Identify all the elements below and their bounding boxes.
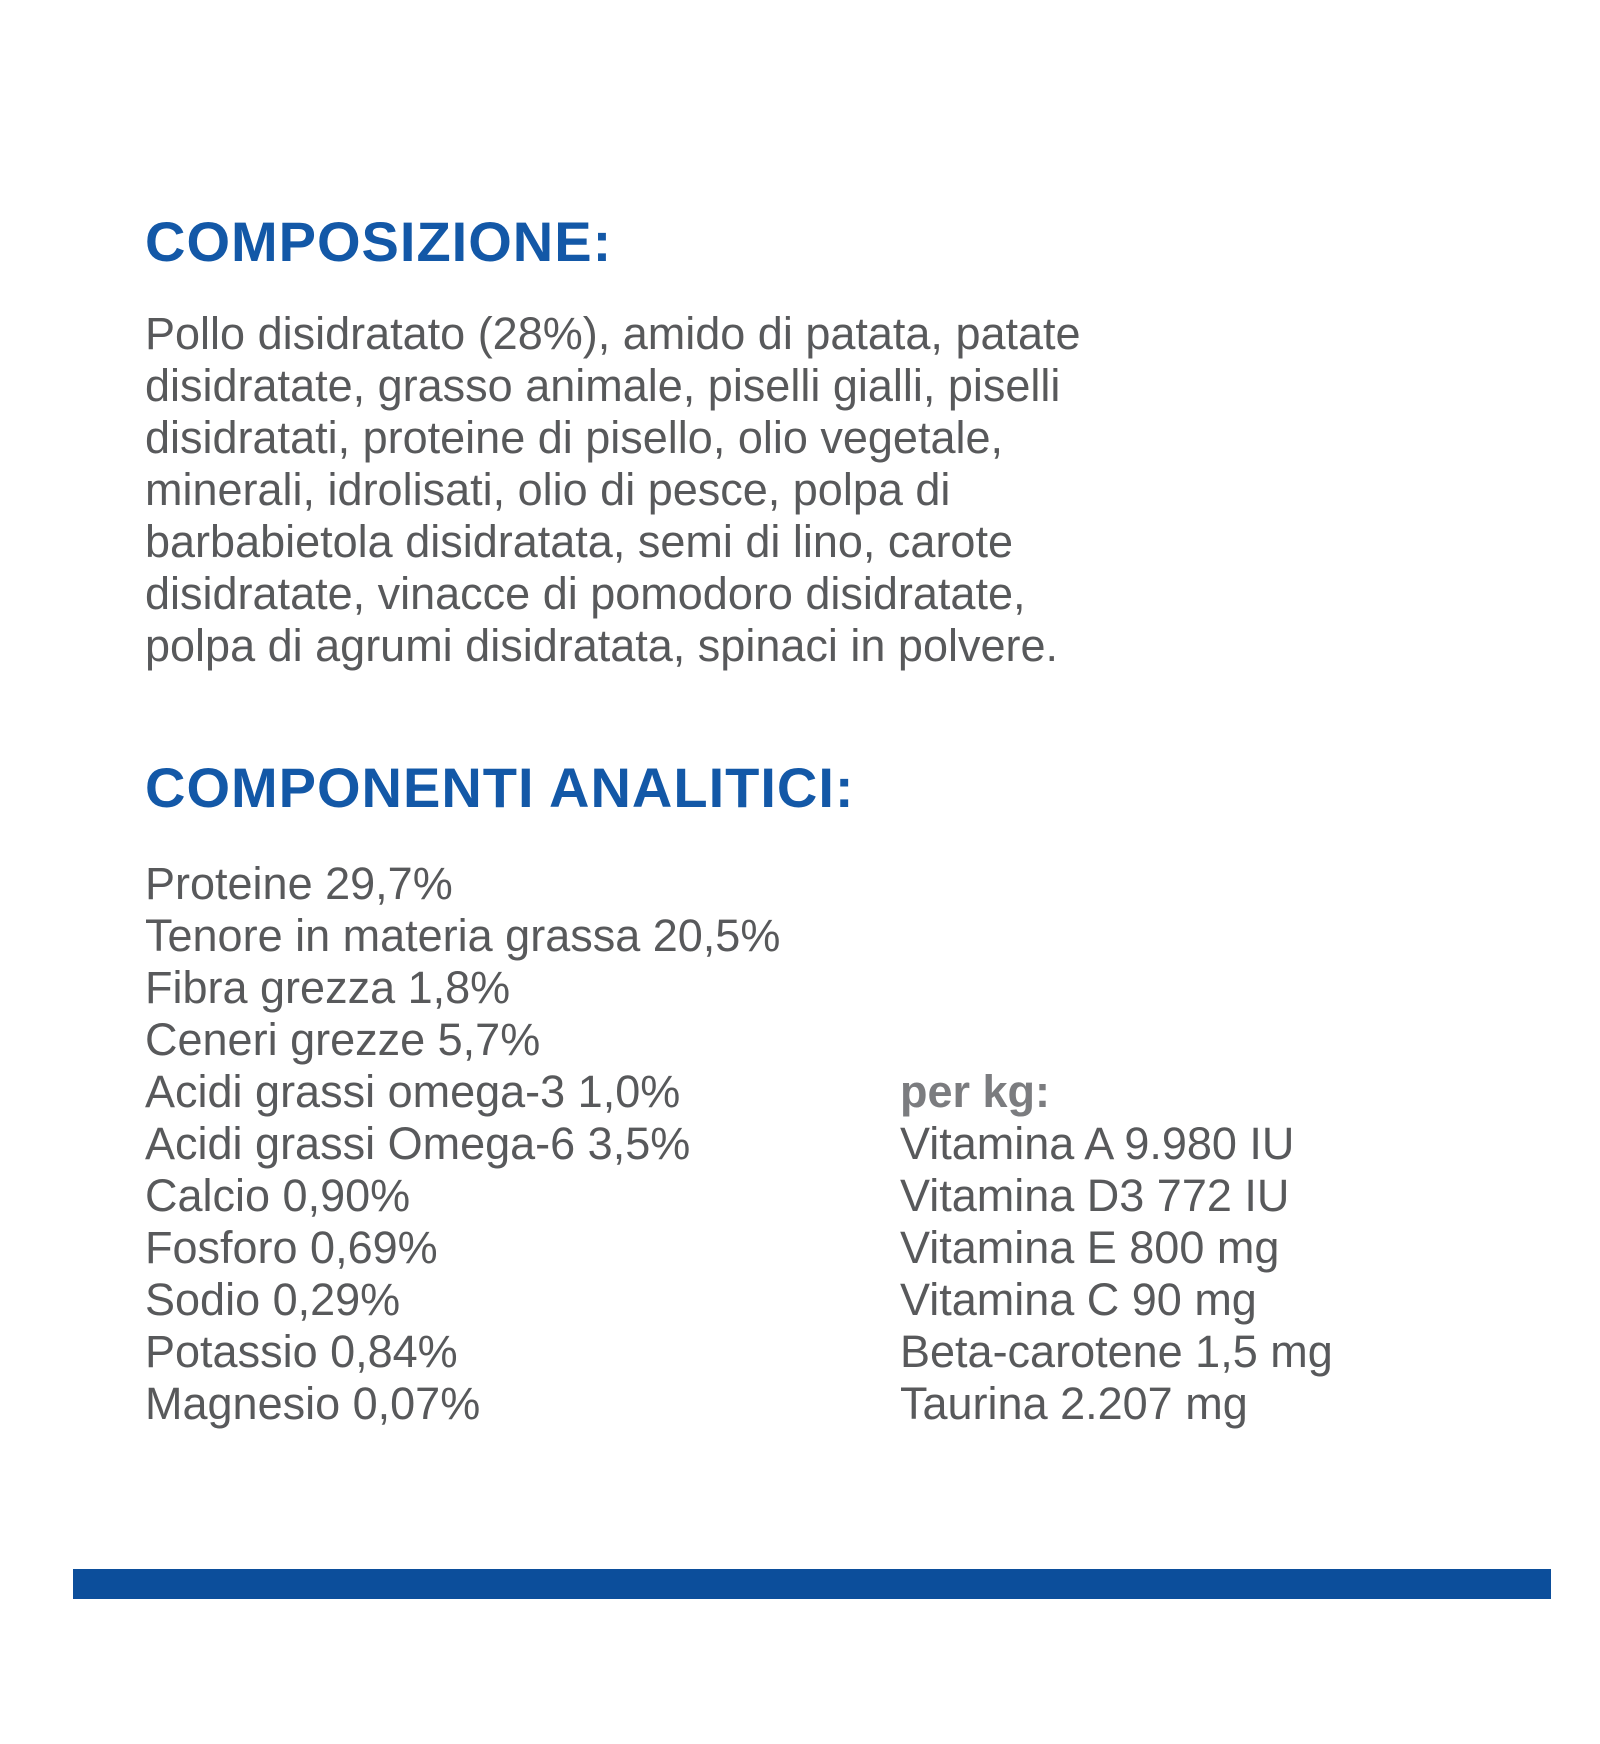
- per-kg-block: [900, 1066, 1460, 1430]
- per-kg-item: Vitamina E 800 mg: [900, 1222, 1280, 1273]
- analytics-item: Potassio 0,84%: [145, 1326, 458, 1377]
- composition-heading: COMPOSIZIONE:: [145, 210, 613, 273]
- composition-line: minerali, idrolisati, olio di pesce, polpa di: [145, 464, 951, 515]
- per-kg-label: per kg:: [900, 1066, 1051, 1117]
- analytics-item: Fosforo 0,69%: [145, 1222, 438, 1273]
- analytics-item: Tenore in materia grassa 20,5%: [145, 910, 781, 961]
- composition-line: disidratate, grasso animale, piselli gialli, piselli: [145, 360, 1061, 411]
- per-kg-list: [900, 1118, 1460, 1430]
- analytics-heading: COMPONENTI ANALITICI:: [145, 756, 855, 819]
- composition-line: barbabietola disidratata, semi di lino, carote: [145, 516, 1013, 567]
- composition-text: [145, 308, 1475, 672]
- composition-line: disidratati, proteine di pisello, olio vegetale,: [145, 412, 1004, 463]
- analytics-item: Calcio 0,90%: [145, 1170, 411, 1221]
- analytics-item: Fibra grezza 1,8%: [145, 962, 511, 1013]
- per-kg-item: Vitamina A 9.980 IU: [900, 1118, 1295, 1169]
- analytics-item: Sodio 0,29%: [145, 1274, 401, 1325]
- analytics-item: Ceneri grezze 5,7%: [145, 1014, 541, 1065]
- analytics-item: Magnesio 0,07%: [145, 1378, 481, 1429]
- analytics-grid: [145, 858, 1475, 1430]
- analytics-item: Acidi grassi omega-3 1,0%: [145, 1066, 681, 1117]
- composition-line: polpa di agrumi disidratata, spinaci in polvere.: [145, 620, 1059, 671]
- label-content: [145, 212, 1475, 1430]
- per-kg-item: Beta-carotene 1,5 mg: [900, 1326, 1333, 1377]
- per-kg-item: Taurina 2.207 mg: [900, 1378, 1248, 1429]
- analytics-item: Acidi grassi Omega-6 3,5%: [145, 1118, 691, 1169]
- composition-line: disidratate, vinacce di pomodoro disidratate,: [145, 568, 1026, 619]
- per-kg-item: Vitamina C 90 mg: [900, 1274, 1257, 1325]
- analytics-item: Proteine 29,7%: [145, 858, 453, 909]
- per-kg-item: Vitamina D3 772 IU: [900, 1170, 1290, 1221]
- footer-divider-bar: [73, 1569, 1551, 1599]
- composition-line: Pollo disidratato (28%), amido di patata, patate: [145, 308, 1081, 359]
